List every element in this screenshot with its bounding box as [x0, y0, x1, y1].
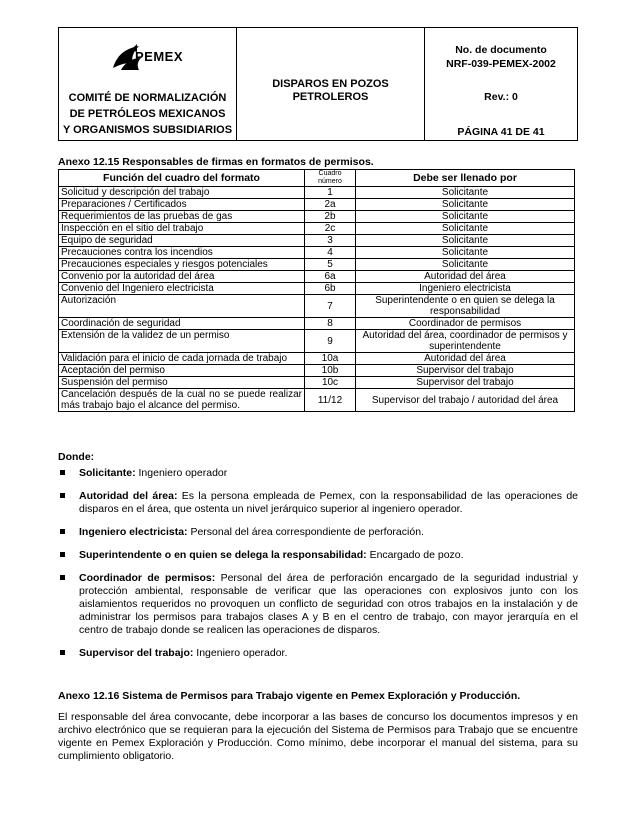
definition-term: Ingeniero electricista:	[79, 526, 188, 538]
list-item	[58, 490, 578, 516]
document-number-block	[425, 43, 577, 71]
table-row	[59, 211, 575, 223]
column-header-number-line: Cuadro	[318, 170, 342, 177]
definition-text: Es la persona empleada de Pemex, con la responsabilidad de las operaciones de disparos en el área, que ostenta un nivel jerárquico superior al ingeniero operador.	[79, 490, 578, 515]
cell-number: 10c	[305, 377, 356, 389]
cell-function: Inspección en el sitio del trabajo	[59, 223, 305, 235]
page-number: PÁGINA 41 DE 41	[457, 126, 545, 138]
cell-function: Precauciones contra los incendios	[59, 247, 305, 259]
cell-number: 11/12	[305, 389, 356, 412]
document-number: NRF-039-PEMEX-2002	[446, 58, 556, 70]
list-item	[58, 526, 578, 539]
cell-who: Supervisor del trabajo	[356, 377, 575, 389]
table-row	[59, 318, 575, 330]
cell-who: Solicitante	[356, 187, 575, 199]
cell-function: Requerimientos de las pruebas de gas	[59, 211, 305, 223]
square-bullet-icon	[60, 470, 65, 475]
square-bullet-icon	[60, 650, 65, 655]
column-header-number	[305, 170, 356, 187]
cell-number: 3	[305, 235, 356, 247]
header-title-cell	[237, 28, 425, 140]
definition-text: Ingeniero operador.	[193, 647, 288, 659]
column-header-who: Debe ser llenado por	[356, 170, 575, 187]
document-number-label: No. de documento	[455, 44, 547, 56]
definition-text: Ingeniero operador	[135, 467, 228, 479]
list-item	[58, 467, 578, 480]
definition-text: Personal del área de perforación encargado de la seguridad industrial y protección ambiental, responsable de verificar que las operaciones con explosivos junto con los aislamientos requeridos no provoquen un conflicto de seguridad con otros trabajos en la instalación y de administrar los permisos para trabajos clases A y B en el centro de trabajo, con mayor jerarquía en el centro de trabajo donde se realicen las operaciones de disparos.	[79, 572, 578, 636]
cell-function: Coordinación de seguridad	[59, 318, 305, 330]
annex-1216-paragraph: El responsable del área convocante, debe incorporar a las bases de concurso los documentos impresos y en archivo electrónico que se requieran para la ejecución del Sistema de Permisos para Trabajo que se encuentre vigente en Pemex Exploración y Producción. Como mínimo, debe incorporar el manual del sistema, para su cumplimiento obligatorio.	[58, 711, 578, 762]
cell-number: 2a	[305, 199, 356, 211]
definition-term: Coordinador de permisos:	[79, 572, 216, 584]
annex-1215-title: Anexo 12.15 Responsables de firmas en formatos de permisos.	[58, 156, 374, 168]
revision: Rev.: 0	[484, 91, 518, 103]
definition-term: Solicitante:	[79, 467, 136, 479]
cell-function: Convenio del Ingeniero electricista	[59, 283, 305, 295]
signatures-table	[58, 169, 575, 412]
header-info-cell	[425, 28, 577, 140]
table-row	[59, 199, 575, 211]
list-item	[58, 647, 578, 660]
cell-function: Autorización	[59, 295, 305, 318]
cell-who: Supervisor del trabajo	[356, 365, 575, 377]
cell-who: Supervisor del trabajo / autoridad del área	[356, 389, 575, 412]
committee-line: DE PETRÓLEOS MEXICANOS	[69, 108, 226, 120]
brand-name: PEMEX	[135, 49, 184, 64]
definition-term: Autoridad del área:	[79, 490, 178, 502]
title-line: PETROLEROS	[292, 91, 369, 103]
definition-text: Encargado de pozo.	[366, 549, 464, 561]
list-item	[58, 549, 578, 562]
cell-who: Solicitante	[356, 199, 575, 211]
cell-number: 5	[305, 259, 356, 271]
cell-function: Extensión de la validez de un permiso	[59, 330, 305, 353]
table-row	[59, 223, 575, 235]
cell-number: 2c	[305, 223, 356, 235]
cell-number: 1	[305, 187, 356, 199]
table-header-row	[59, 170, 575, 187]
table-row	[59, 330, 575, 353]
square-bullet-icon	[60, 529, 65, 534]
cell-number: 6b	[305, 283, 356, 295]
cell-number: 4	[305, 247, 356, 259]
cell-who: Ingeniero electricista	[356, 283, 575, 295]
cell-number: 10a	[305, 353, 356, 365]
cell-function: Convenio por la autoridad del área	[59, 271, 305, 283]
cell-function: Validación para el inicio de cada jornada de trabajo	[59, 353, 305, 365]
definitions-list	[58, 467, 578, 660]
cell-number: 10b	[305, 365, 356, 377]
table-row	[59, 353, 575, 365]
square-bullet-icon	[60, 575, 65, 580]
table-row	[59, 247, 575, 259]
cell-number: 7	[305, 295, 356, 318]
column-header-number-line: número	[318, 178, 342, 185]
definitions-label: Donde:	[58, 451, 95, 463]
committee-name	[59, 90, 236, 138]
definition-term: Superintendente o en quien se delega la responsabilidad:	[79, 549, 367, 561]
table-row	[59, 389, 575, 412]
cell-function: Cancelación después de la cual no se puede realizar más trabajo bajo el alcance del permiso.	[59, 389, 305, 412]
square-bullet-icon	[60, 552, 65, 557]
header-committee-cell	[59, 28, 237, 140]
table-row	[59, 283, 575, 295]
cell-function: Suspensión del permiso	[59, 377, 305, 389]
cell-function: Preparaciones / Certificados	[59, 199, 305, 211]
cell-function: Aceptación del permiso	[59, 365, 305, 377]
cell-who: Autoridad del área, coordinador de permisos y superintendente	[356, 330, 575, 353]
cell-who: Solicitante	[356, 211, 575, 223]
list-item	[58, 572, 578, 637]
cell-who: Coordinador de permisos	[356, 318, 575, 330]
cell-number: 2b	[305, 211, 356, 223]
square-bullet-icon	[60, 493, 65, 498]
title-line: DISPAROS EN POZOS	[272, 78, 389, 90]
cell-who: Superintendente o en quien se delega la responsabilidad	[356, 295, 575, 318]
committee-line: Y ORGANISMOS SUBSIDIARIOS	[62, 124, 233, 136]
cell-number: 8	[305, 318, 356, 330]
document-title	[237, 78, 424, 104]
table-row	[59, 295, 575, 318]
cell-number: 9	[305, 330, 356, 353]
document-header	[58, 27, 578, 141]
cell-function: Precauciones especiales y riesgos potenciales	[59, 259, 305, 271]
committee-line: COMITÉ DE NORMALIZACIÓN	[68, 92, 227, 104]
table-row	[59, 377, 575, 389]
table-row	[59, 259, 575, 271]
annex-1216-title: Anexo 12.16 Sistema de Permisos para Trabajo vigente en Pemex Exploración y Producción.	[58, 690, 521, 702]
cell-function: Solicitud y descripción del trabajo	[59, 187, 305, 199]
cell-function: Equipo de seguridad	[59, 235, 305, 247]
cell-who: Solicitante	[356, 259, 575, 271]
column-header-function: Función del cuadro del formato	[59, 170, 305, 187]
cell-who: Autoridad del área	[356, 353, 575, 365]
table-row	[59, 235, 575, 247]
table-row	[59, 365, 575, 377]
definition-term: Supervisor del trabajo:	[79, 647, 194, 659]
cell-who: Autoridad del área	[356, 271, 575, 283]
cell-number: 6a	[305, 271, 356, 283]
definition-text: Personal del área correspondiente de perforación.	[187, 526, 424, 538]
cell-who: Solicitante	[356, 223, 575, 235]
table-row	[59, 187, 575, 199]
cell-who: Solicitante	[356, 247, 575, 259]
table-row	[59, 271, 575, 283]
cell-who: Solicitante	[356, 235, 575, 247]
